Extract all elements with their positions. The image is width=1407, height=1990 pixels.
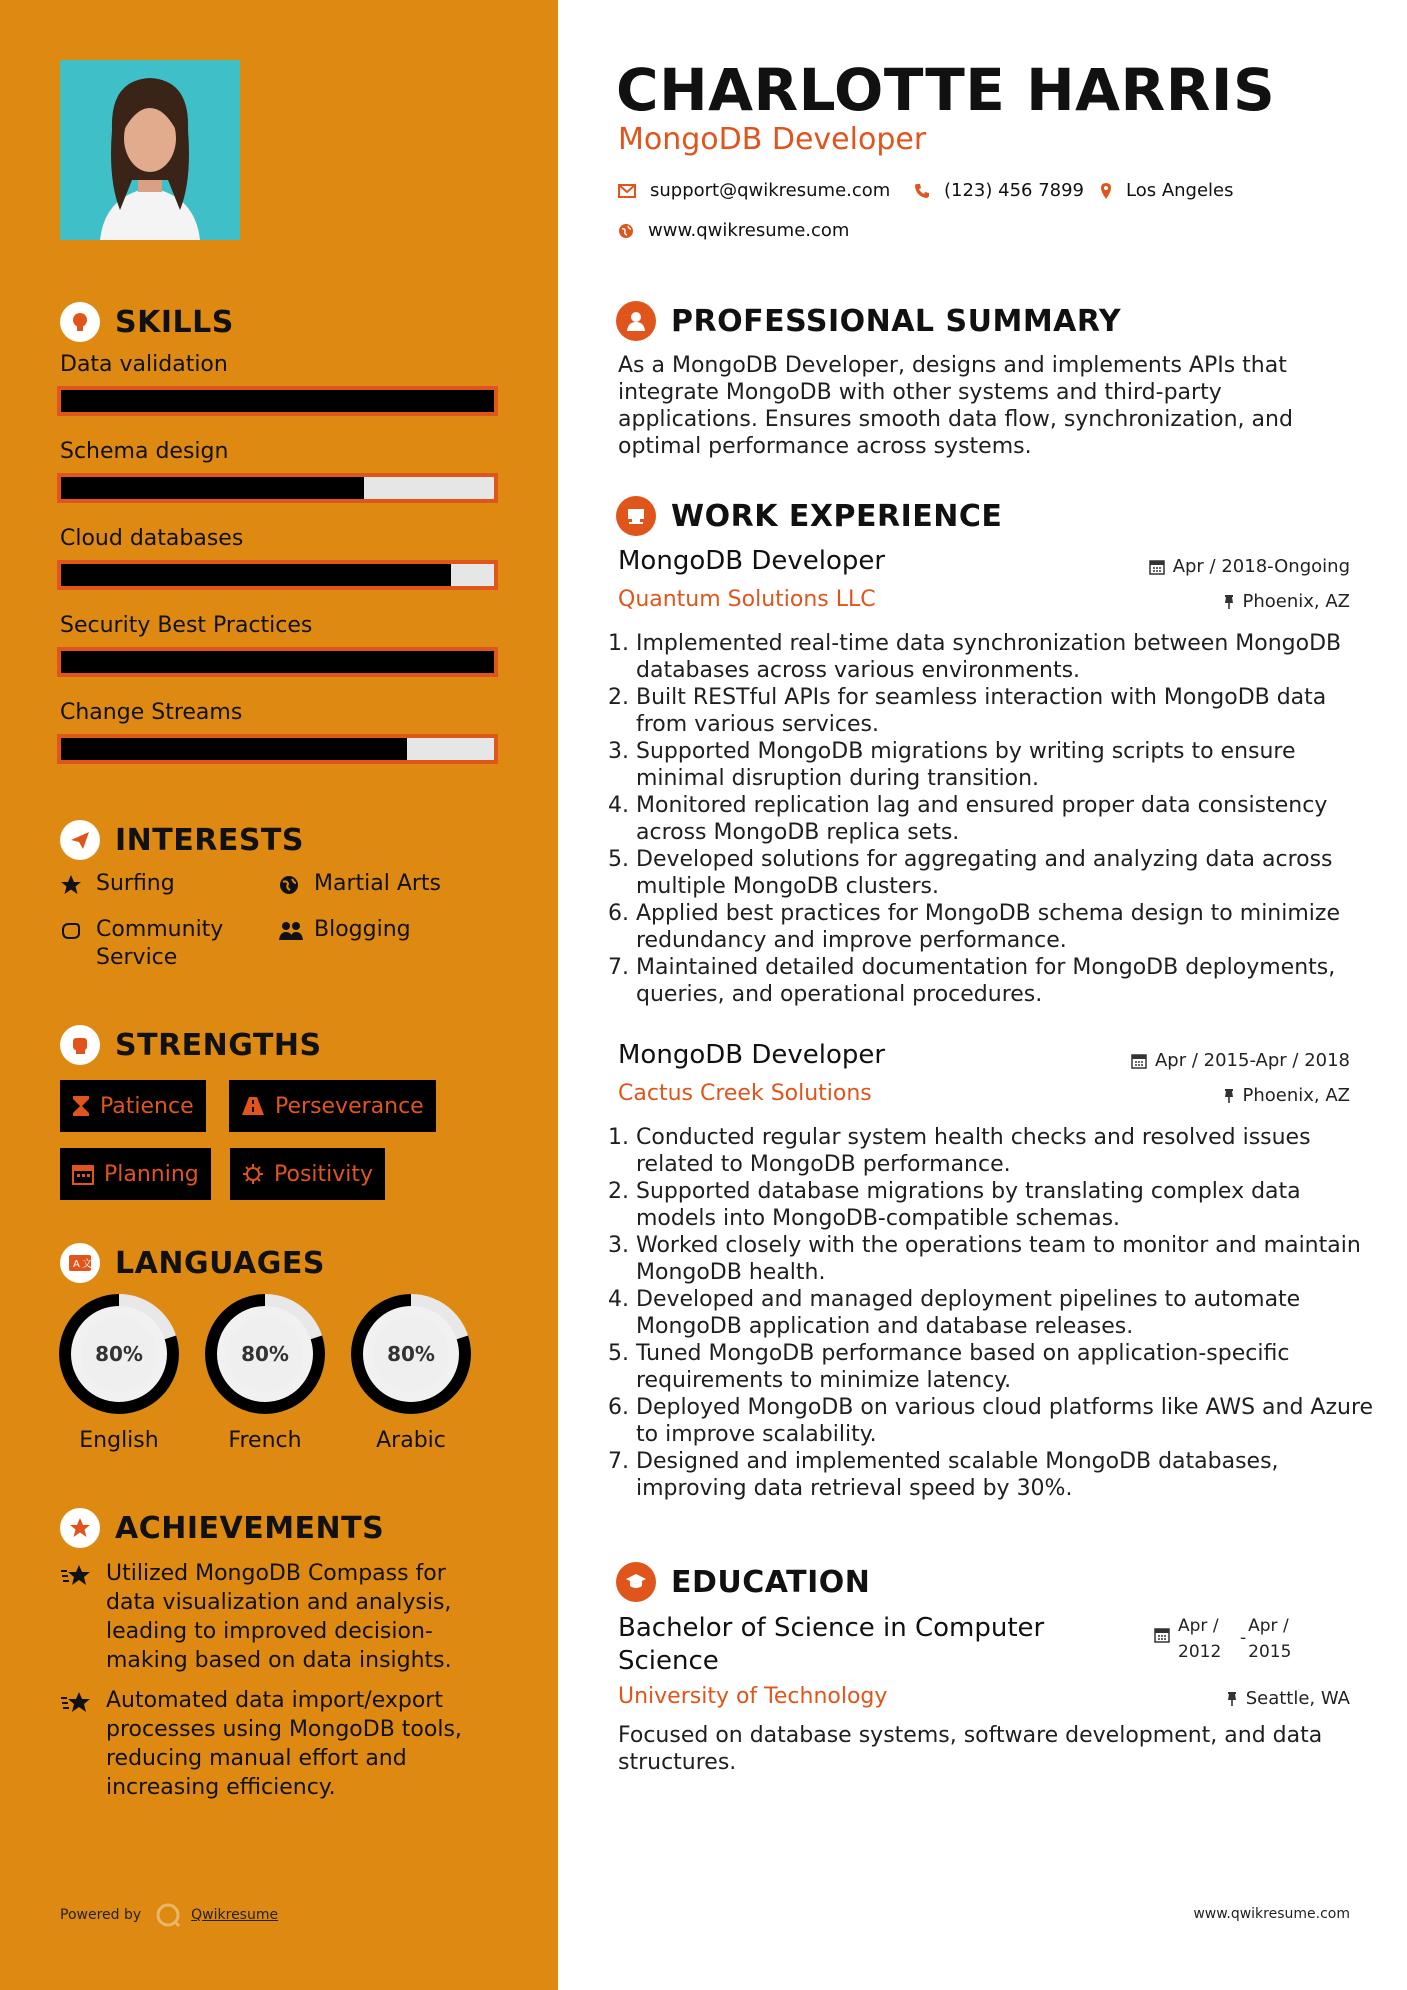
shooting-star-icon [60,1686,96,1802]
skill-bar-fill [61,564,451,586]
job-dates [1149,556,1350,577]
languages-title: LANGUAGES [115,1245,325,1281]
phone-text: (123) 456 7899 [944,180,1085,201]
interests-header [60,820,304,860]
job-duties [616,1124,1376,1502]
language-percent: 80% [95,1342,143,1366]
interest-item [60,916,260,972]
powered-by-label: Powered by [60,1907,142,1923]
map-marker-icon [1100,182,1112,200]
skill-label: Data validation [60,352,228,377]
duty-item: 3. Supported MongoDB migrations by writing scripts to ensure minimal disruption during transition. [636,738,1376,792]
phone-icon [914,183,930,199]
company-name: Quantum Solutions LLC [618,587,876,612]
footer-url: www.qwikresume.com [1193,1906,1350,1922]
sun-icon [242,1163,264,1185]
company-name: Cactus Creek Solutions [618,1081,872,1106]
strength-label: Planning [104,1161,199,1187]
strengths-title: STRENGTHS [115,1027,322,1063]
experience-title: WORK EXPERIENCE [671,498,1003,534]
skill-label: Security Best Practices [60,613,313,638]
interest-item [60,870,175,904]
job-dates-text: Apr / 2015-Apr / 2018 [1154,1050,1350,1071]
skill-bar [57,386,498,416]
skill-bar-fill [61,738,407,760]
education-description: Focused on database systems, software development, and data structures. [618,1723,1323,1775]
duty-item: 2. Built RESTful APIs for seamless interaction with MongoDB data from various services. [636,684,1376,738]
interests-title: INTERESTS [115,822,304,858]
calendar-icon [1149,559,1165,575]
duty-item: 1. Conducted regular system health checks and resolved issues related to MongoDB performance. [636,1124,1376,1178]
fist-icon [60,1025,100,1065]
duty-item: 1. Implemented real-time data synchronization between MongoDB databases across various environments. [636,630,1376,684]
interest-item [278,870,441,904]
duty-item: 2. Supported database migrations by translating complex data models into MongoDB-compatible schemas. [636,1178,1376,1232]
svg-text:A: A [73,1259,80,1270]
briefcase-icon [616,496,656,536]
experience-header [616,496,1002,536]
duty-item: 7. Designed and implemented scalable MongoDB databases, improving data retrieval speed by 30%. [636,1448,1376,1502]
qwikresume-link[interactable]: Qwikresume [191,1907,279,1923]
graduation-cap-icon [616,1562,656,1602]
contact-website [618,220,849,241]
contact-location [1100,180,1234,201]
strength-label: Patience [100,1093,194,1119]
lightbulb-icon [60,302,100,342]
job-title: MongoDB Developer [618,546,886,576]
website-text: www.qwikresume.com [648,220,850,241]
calendar-icon [72,1163,94,1185]
contact-phone [914,180,1084,201]
education-start: Apr / 2012 [1178,1616,1222,1662]
duty-item: 4. Monitored replication lag and ensured proper data consistency across MongoDB replica sets. [636,792,1376,846]
skill-bar [57,647,498,677]
language-label: English [79,1428,159,1453]
education-location [1226,1688,1350,1709]
pushpin-icon [1223,594,1235,610]
calendar-icon [1154,1627,1170,1643]
interest-label: Martial Arts [314,871,442,896]
job-duties [616,630,1376,1008]
skill-label: Cloud databases [60,526,244,551]
strength-tag [229,1080,436,1132]
job-dates [1131,1050,1350,1071]
education-header [616,1562,870,1602]
strength-tag [230,1148,385,1200]
summary-title: PROFESSIONAL SUMMARY [671,303,1122,339]
summary-header [616,301,1121,341]
skill-bar [57,734,498,764]
job-location [1223,591,1351,612]
star-icon [60,870,86,904]
skill-bar-fill [61,651,494,673]
duty-item: 3. Worked closely with the operations team to monitor and maintain MongoDB health. [636,1232,1376,1286]
job-dates-text: Apr / 2018-Ongoing [1172,556,1350,577]
language-label: Arabic [376,1428,446,1453]
svg-text:文: 文 [82,1259,92,1270]
skill-label: Change Streams [60,700,243,725]
education-title: EDUCATION [671,1564,871,1600]
users-icon [278,916,304,950]
paper-plane-icon [60,820,100,860]
strengths-header [60,1025,322,1065]
pushpin-icon [1226,1691,1238,1707]
job-location [1223,1085,1351,1106]
achievement-item [60,1559,480,1675]
interest-label: Blogging [314,917,411,942]
duty-item: 6. Applied best practices for MongoDB schema design to minimize redundancy and improve performance. [636,900,1376,954]
globe-icon [278,870,304,904]
main-content [558,0,1407,1990]
envelope-icon [618,184,636,198]
calendar-icon [1131,1053,1147,1069]
strength-label: Perseverance [275,1093,424,1119]
strength-tag [60,1080,206,1132]
shooting-star-icon [60,1559,96,1675]
duty-item: 5. Tuned MongoDB performance based on application-specific requirements to minimize latency. [636,1340,1376,1394]
duty-item: 7. Maintained detailed documentation for MongoDB deployments, queries, and operational procedures. [636,954,1376,1008]
skills-title: SKILLS [115,304,234,340]
date-separator: - [1240,1628,1247,1648]
job-location-text: Phoenix, AZ [1242,591,1350,612]
achievement-text: Utilized MongoDB Compass for data visualization and analysis, leading to improved decision-making based on data insights. [106,1561,452,1673]
duty-item: 5. Developed solutions for aggregating and analyzing data across multiple MongoDB clusters. [636,846,1376,900]
duty-item: 6. Deployed MongoDB on various cloud platforms like AWS and Azure to improve scalability. [636,1394,1376,1448]
language-item [57,1292,181,1453]
star-badge-icon [60,1508,100,1548]
languages-header [60,1243,325,1283]
contact-email [618,180,890,201]
user-icon [616,301,656,341]
strength-tag [60,1148,211,1200]
summary-text: As a MongoDB Developer, designs and implements APIs that integrate MongoDB with other systems and third-party applications. Ensures smooth data flow, synchronization, and optimal performance across systems. [618,353,1293,459]
education-location-text: Seattle, WA [1245,1688,1350,1709]
location-text: Los Angeles [1126,180,1234,201]
education-end: Apr / 2015 [1248,1616,1292,1662]
sidebar [0,0,558,1990]
skill-label: Schema design [60,439,229,464]
duty-item: 4. Developed and managed deployment pipelines to automate MongoDB application and database releases. [636,1286,1376,1340]
skill-bar-fill [61,390,494,412]
hourglass-icon [72,1095,90,1117]
school-name: University of Technology [618,1684,888,1709]
language-label: French [228,1428,302,1453]
job-location-text: Phoenix, AZ [1242,1085,1350,1106]
pushpin-icon [1223,1088,1235,1104]
strength-label: Positivity [274,1161,374,1187]
skill-bar [57,473,498,503]
candidate-name: CHARLOTTE HARRIS [616,56,1276,124]
language-percent: 80% [387,1342,435,1366]
skill-bar-fill [61,477,364,499]
interest-item [278,916,411,950]
profile-photo [60,60,240,240]
achievement-text: Automated data import/export processes using MongoDB tools, reducing manual effort and increasing efficiency. [106,1688,462,1800]
hand-icon [60,916,86,950]
achievements-header [60,1508,384,1548]
powered-by [60,1902,278,1928]
interest-label: Surfing [96,871,175,896]
email-text: support@qwikresume.com [650,180,891,201]
education-dates [1154,1613,1296,1665]
language-icon [60,1243,100,1283]
achievements-title: ACHIEVEMENTS [115,1510,385,1546]
degree-title: Bachelor of Science in Computer Science [618,1613,1045,1676]
candidate-role: MongoDB Developer [618,122,927,157]
achievement-item [60,1686,480,1802]
qwikresume-logo-icon [155,1902,181,1928]
road-icon [241,1096,265,1116]
language-item [349,1292,473,1453]
skills-header [60,302,234,342]
language-item [203,1292,327,1453]
globe-icon [618,223,634,239]
job-title: MongoDB Developer [618,1040,886,1070]
skill-bar [57,560,498,590]
interest-label: Community Service [96,917,224,970]
language-percent: 80% [241,1342,289,1366]
